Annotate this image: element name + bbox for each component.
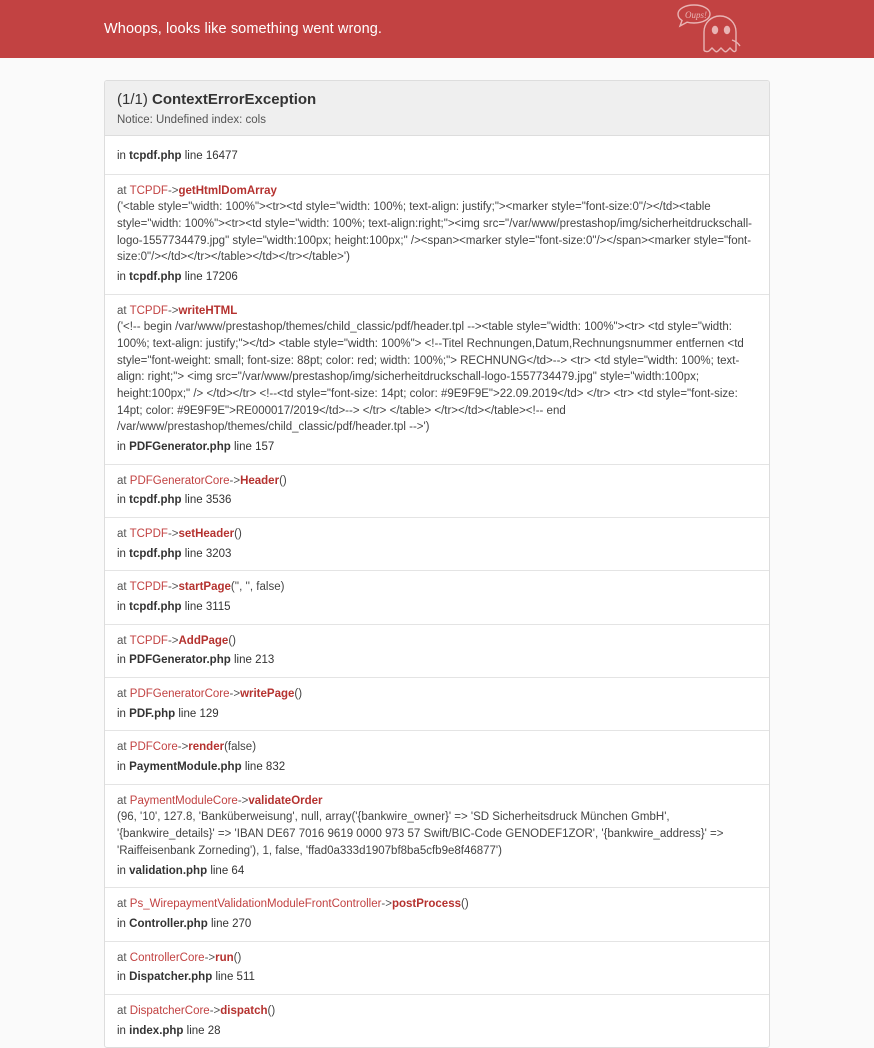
trace-class[interactable]: TCPDF xyxy=(129,634,168,647)
trace-in-keyword: in xyxy=(117,1024,126,1037)
trace-call xyxy=(117,686,757,703)
trace-arrow: -> xyxy=(177,741,189,754)
exception-name: ContextErrorException xyxy=(152,91,317,108)
trace-row xyxy=(105,518,769,571)
trace-line-label: line xyxy=(184,494,203,507)
trace-arrow: -> xyxy=(167,184,179,197)
trace-location xyxy=(117,492,757,509)
trace-function[interactable]: postProcess xyxy=(391,898,461,911)
trace-function[interactable]: writePage xyxy=(240,688,295,701)
trace-line-number: 3203 xyxy=(205,547,232,560)
trace-file-name: validation.php xyxy=(129,864,208,877)
exception-notice: Notice: Undefined index: cols xyxy=(117,114,266,126)
trace-at-keyword: at xyxy=(117,951,127,964)
trace-arguments: () xyxy=(233,951,242,964)
trace-at-keyword: at xyxy=(117,474,127,487)
trace-row xyxy=(105,678,769,731)
trace-function[interactable]: validateOrder xyxy=(248,794,323,807)
trace-arrow: -> xyxy=(167,581,179,594)
trace-arguments: () xyxy=(461,898,469,911)
trace-in-keyword: in xyxy=(117,864,126,877)
trace-line-number: 3536 xyxy=(205,494,232,507)
trace-row xyxy=(105,571,769,624)
exception-header xyxy=(105,81,769,136)
trace-arguments: () xyxy=(234,528,242,541)
trace-call xyxy=(117,183,757,266)
trace-line-number: 28 xyxy=(207,1024,221,1037)
trace-line-number: 832 xyxy=(265,761,286,774)
trace-file-name: tcpdf.php xyxy=(129,150,182,162)
trace-arrow: -> xyxy=(229,474,241,487)
trace-at-keyword: at xyxy=(117,1004,127,1017)
trace-row xyxy=(105,465,769,518)
trace-at-keyword: at xyxy=(117,304,127,317)
trace-call xyxy=(117,473,757,490)
trace-class[interactable]: PDFCore xyxy=(129,741,178,754)
trace-class[interactable]: DispatcherCore xyxy=(129,1004,210,1017)
trace-in-keyword: in xyxy=(117,150,126,162)
trace-call xyxy=(117,526,757,543)
trace-at-keyword: at xyxy=(117,794,127,807)
trace-line-number: 16477 xyxy=(205,150,238,162)
trace-arrow: -> xyxy=(167,528,179,541)
trace-call xyxy=(117,579,757,596)
trace-file-name: Controller.php xyxy=(129,917,208,930)
trace-file-name: PaymentModule.php xyxy=(129,761,242,774)
trace-line-label: line xyxy=(186,1024,205,1037)
trace-call xyxy=(117,793,757,860)
trace-call xyxy=(117,950,757,967)
trace-class[interactable]: TCPDF xyxy=(129,184,168,197)
stack-trace-list xyxy=(105,136,769,1047)
trace-row xyxy=(105,785,769,888)
trace-class[interactable]: PaymentModuleCore xyxy=(129,794,238,807)
trace-function[interactable]: setHeader xyxy=(178,528,235,541)
trace-line-number: 157 xyxy=(255,441,275,454)
exception-panel xyxy=(104,80,770,1048)
trace-row xyxy=(105,175,769,295)
trace-location xyxy=(117,706,757,723)
trace-class[interactable]: PDFGeneratorCore xyxy=(129,688,230,701)
trace-function[interactable]: dispatch xyxy=(220,1004,268,1017)
trace-file-name: PDFGenerator.php xyxy=(129,654,231,667)
trace-line-label: line xyxy=(184,601,203,614)
trace-arguments: () xyxy=(228,634,236,647)
svg-text:Oups!: Oups! xyxy=(685,10,707,20)
trace-location xyxy=(117,599,757,616)
trace-arrow: -> xyxy=(204,951,216,964)
trace-row xyxy=(105,731,769,784)
trace-function[interactable]: run xyxy=(215,951,234,964)
trace-line-label: line xyxy=(233,654,252,667)
trace-at-keyword: at xyxy=(117,528,127,541)
trace-line-number: 270 xyxy=(232,917,252,930)
trace-row xyxy=(105,625,769,678)
trace-call xyxy=(117,739,757,756)
trace-function[interactable]: Header xyxy=(240,474,280,487)
trace-arguments: () xyxy=(267,1004,276,1017)
trace-line-number: 511 xyxy=(236,971,255,984)
trace-file-name: tcpdf.php xyxy=(129,547,182,560)
trace-location xyxy=(117,916,757,933)
trace-line-number: 213 xyxy=(255,654,275,667)
trace-line-number: 17206 xyxy=(205,271,238,284)
trace-class[interactable]: TCPDF xyxy=(129,581,168,594)
trace-in-keyword: in xyxy=(117,971,126,984)
trace-class[interactable]: Ps_WirepaymentValidationModuleFrontController xyxy=(129,898,382,911)
trace-arrow: -> xyxy=(237,794,249,807)
trace-row xyxy=(105,942,769,995)
trace-file-name: index.php xyxy=(129,1024,184,1037)
trace-class[interactable]: TCPDF xyxy=(129,528,168,541)
trace-file-name: tcpdf.php xyxy=(129,271,182,284)
trace-row xyxy=(105,136,769,175)
trace-line-label: line xyxy=(233,441,252,454)
trace-at-keyword: at xyxy=(117,634,127,647)
trace-in-keyword: in xyxy=(117,761,126,774)
banner-title: Whoops, looks like something went wrong. xyxy=(104,21,383,37)
trace-call xyxy=(117,633,757,650)
trace-arrow: -> xyxy=(209,1004,221,1017)
trace-call xyxy=(117,896,757,913)
trace-arguments: (false) xyxy=(224,741,257,754)
exception-counter: (1/1) xyxy=(117,91,148,108)
error-banner xyxy=(0,0,874,58)
trace-in-keyword: in xyxy=(117,271,126,284)
trace-at-keyword: at xyxy=(117,184,127,197)
trace-class[interactable]: ControllerCore xyxy=(129,951,205,964)
trace-location xyxy=(117,148,757,165)
trace-in-keyword: in xyxy=(117,917,126,930)
trace-function[interactable]: startPage xyxy=(178,581,231,594)
trace-at-keyword: at xyxy=(117,741,127,754)
trace-in-keyword: in xyxy=(117,441,126,454)
trace-arguments: ('', '', false) xyxy=(230,581,285,594)
trace-line-label: line xyxy=(210,917,229,930)
trace-line-number: 129 xyxy=(199,707,219,720)
trace-line-label: line xyxy=(210,864,229,877)
trace-function[interactable]: getHtmlDomArray xyxy=(178,184,277,197)
trace-class[interactable]: TCPDF xyxy=(129,304,168,317)
trace-location xyxy=(117,546,757,563)
ghost-mascot-icon xyxy=(668,2,754,58)
content-area xyxy=(0,58,874,1048)
trace-location xyxy=(117,863,757,880)
trace-arguments: (96, '10', 127.8, 'Banküberweisung', null, array('{bankwire_owner}' => 'SD Sicherheitsdruck München GmbH', '{bankwire_details}' => 'IBAN DE67 7016 9619 0000 973 57 Swift/BIC-Code GENODEF1ZOR', '{bankwire_address}' => 'Raiffeisenbank Zorneding'), 1, false, 'ffad0a333d1907bf8ba5cfb9e8f46877') xyxy=(117,811,724,857)
trace-in-keyword: in xyxy=(117,547,126,560)
trace-class[interactable]: PDFGeneratorCore xyxy=(129,474,230,487)
trace-function[interactable]: render xyxy=(188,741,225,754)
trace-location xyxy=(117,439,757,456)
trace-row xyxy=(105,995,769,1047)
trace-in-keyword: in xyxy=(117,707,126,720)
trace-location xyxy=(117,969,757,986)
trace-at-keyword: at xyxy=(117,581,127,594)
trace-line-label: line xyxy=(244,761,263,774)
trace-arguments: () xyxy=(279,474,287,487)
trace-function[interactable]: writeHTML xyxy=(178,304,238,317)
trace-line-label: line xyxy=(184,271,203,284)
trace-line-number: 64 xyxy=(231,864,245,877)
trace-arrow: -> xyxy=(229,688,241,701)
trace-file-name: Dispatcher.php xyxy=(129,971,213,984)
trace-line-number: 3115 xyxy=(205,601,231,614)
trace-arrow: -> xyxy=(167,634,179,647)
trace-in-keyword: in xyxy=(117,494,126,507)
trace-location xyxy=(117,759,757,776)
trace-file-name: tcpdf.php xyxy=(129,494,182,507)
trace-arguments: ('<!-- begin /var/www/prestashop/themes/child_classic/pdf/header.tpl --><table style="width: 100%"><tr> <td style="width: 100%; text-align: justify;"></td> <table style="width: 100%"> <!--Titel Rechnungen,Datum,Rechnungsnummer entfernen <td style="font-weight: small; font-size: 88pt; color: red; width: 100%;"> RECHNUNG</td>--> <tr> <td style="width: 100%; text-align: right;"> <img src="/var/www/prestashop/img/sicherheitdruckschall-logo-1557734479.jpg" style="width:100px; height:100px;" /> </td></tr> <!--<td style="font-size: 14pt; color: #9E9F9E">22.09.2019</td> </tr> <tr> <td style="font-size: 14pt; color: #9E9F9E">RE000017/2019</td>--> </tr> </table> </tr></td></table><!-- end /var/www/prestashop/themes/child_classic/pdf/header.tpl -->') xyxy=(117,321,744,434)
trace-line-label: line xyxy=(215,971,234,984)
trace-line-label: line xyxy=(178,707,197,720)
trace-location xyxy=(117,1023,757,1040)
trace-arguments: () xyxy=(294,688,303,701)
trace-row xyxy=(105,888,769,941)
trace-at-keyword: at xyxy=(117,688,127,701)
trace-in-keyword: in xyxy=(117,654,126,667)
trace-arrow: -> xyxy=(167,304,179,317)
trace-file-name: PDFGenerator.php xyxy=(129,441,231,454)
trace-file-name: PDF.php xyxy=(129,707,176,720)
trace-arrow: -> xyxy=(381,898,392,911)
trace-row xyxy=(105,295,769,465)
trace-location xyxy=(117,269,757,286)
trace-file-name: tcpdf.php xyxy=(129,601,182,614)
trace-arguments: ('<table style="width: 100%"><tr><td style="width: 100%; text-align: justify;"><marker style="font-size:0"/></td><table style="width: 100%"><tr><td style="width: 100%; text-align:right;"><img src="/var/www/prestashop/img/sicherheitdruckschall-logo-1557734479.jpg" style="width:100px; height:100px;" /><span><marker style="font-size:0"/></span><marker style="font-size:0"/></td></tr></table></td></tr></table>') xyxy=(117,201,752,264)
trace-line-label: line xyxy=(184,547,203,560)
trace-in-keyword: in xyxy=(117,601,126,614)
trace-at-keyword: at xyxy=(117,898,127,911)
trace-call xyxy=(117,303,757,436)
trace-call xyxy=(117,1003,757,1020)
trace-line-label: line xyxy=(184,150,203,162)
trace-location xyxy=(117,652,757,669)
trace-function[interactable]: AddPage xyxy=(178,634,229,647)
exception-title xyxy=(117,91,757,109)
